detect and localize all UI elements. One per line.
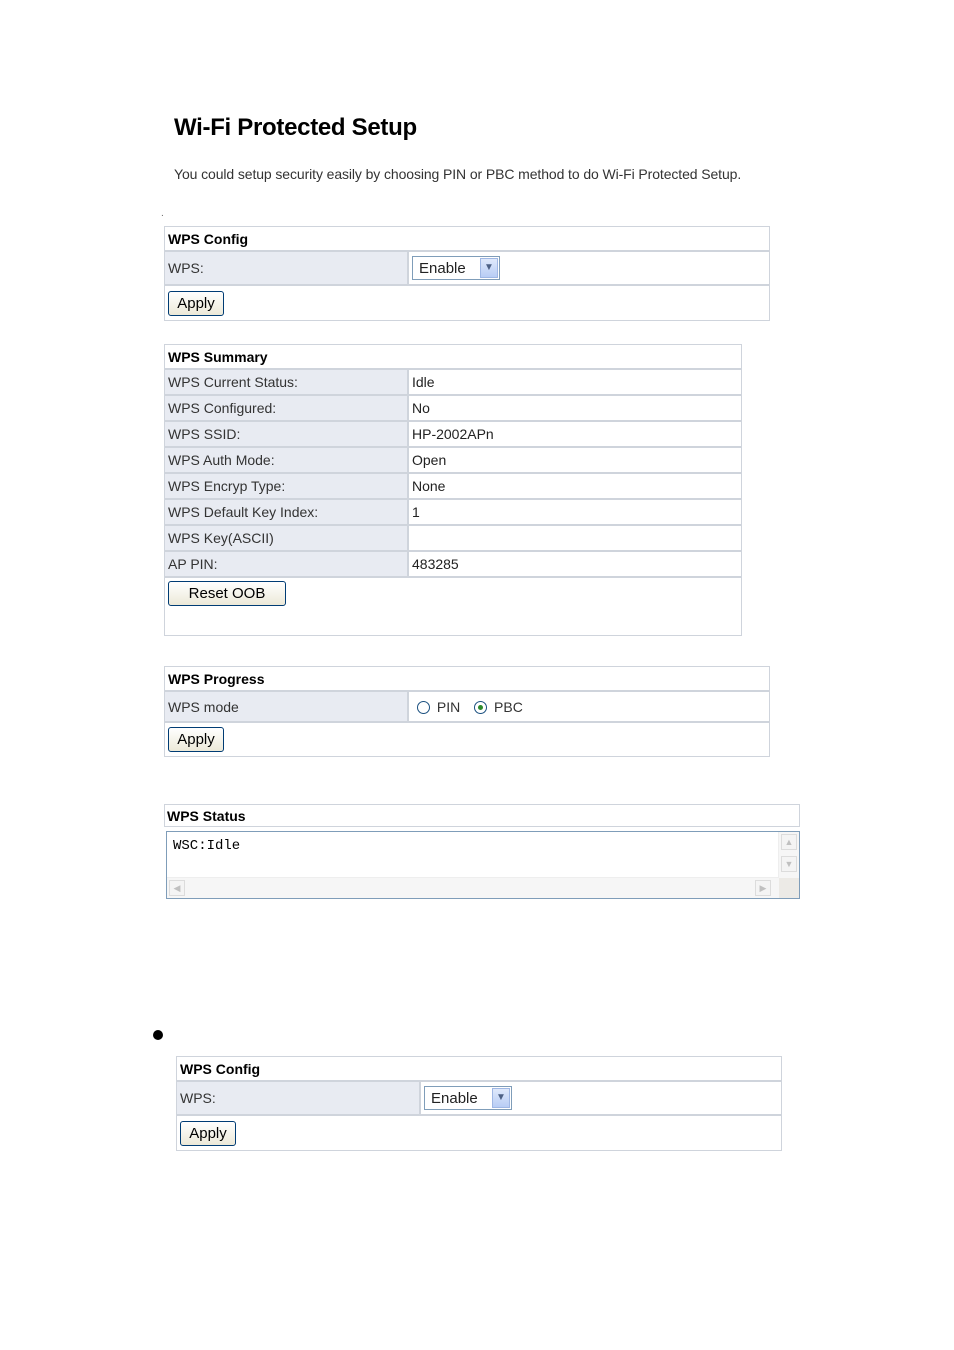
stray-dot: . [161,208,164,219]
wps-summary-header: WPS Summary [164,344,742,369]
summary-label: WPS Key(ASCII) [164,525,408,551]
wps-select-value: Enable [419,260,466,277]
wps-config-apply-button[interactable]: Apply [168,291,224,316]
wps-config-2-apply-button[interactable]: Apply [180,1121,236,1146]
wps-status-panel [164,804,802,900]
summary-label: WPS Encryp Type: [164,473,408,499]
summary-row [164,499,742,525]
summary-row [164,447,742,473]
summary-value [408,525,742,551]
chevron-down-icon[interactable]: ▼ [492,1088,510,1108]
pbc-radio-label: PBC [494,698,523,715]
wps-label-2: WPS: [176,1081,420,1115]
wps-config-header: WPS Config [164,226,770,251]
page-description: You could setup security easily by choosing PIN or PBC method to do Wi-Fi Protected Setup. [174,166,742,182]
wps-select-2[interactable] [424,1086,512,1110]
wps-select-2-value: Enable [431,1090,478,1107]
scroll-left-icon[interactable]: ◀ [169,880,185,896]
summary-value: No [408,395,742,421]
page-title: Wi-Fi Protected Setup [174,114,417,141]
summary-value: 1 [408,499,742,525]
wps-config-panel [164,226,770,321]
pin-radio-label: PIN [436,698,461,715]
scrollbar-corner [779,878,799,898]
scroll-right-icon[interactable]: ▶ [755,880,771,896]
summary-label: AP PIN: [164,551,408,577]
summary-row [164,551,742,577]
wps-progress-header: WPS Progress [164,666,770,691]
chevron-down-icon[interactable]: ▼ [480,258,498,278]
wps-status-text: WSC:Idle [173,838,241,854]
scroll-down-icon[interactable]: ▼ [781,856,797,872]
summary-label: WPS Configured: [164,395,408,421]
summary-value: None [408,473,742,499]
summary-value: Idle [408,369,742,395]
summary-label: WPS Auth Mode: [164,447,408,473]
wps-select[interactable] [412,256,500,280]
pin-radio[interactable] [417,701,430,714]
summary-value: 483285 [408,551,742,577]
horizontal-scrollbar[interactable] [167,877,779,898]
summary-row [164,421,742,447]
wps-status-header: WPS Status [164,804,800,827]
summary-row [164,525,742,551]
wps-summary-panel [164,344,742,636]
bullet-point [153,1030,163,1040]
wps-progress-apply-button[interactable]: Apply [168,727,224,752]
scroll-up-icon[interactable]: ▲ [781,834,797,850]
wps-label: WPS: [164,251,408,285]
wps-mode-label: WPS mode [164,691,408,722]
vertical-scrollbar[interactable] [778,832,799,878]
summary-label: WPS Default Key Index: [164,499,408,525]
pbc-radio[interactable] [474,701,487,714]
reset-oob-button[interactable]: Reset OOB [168,581,286,606]
summary-row [164,395,742,421]
summary-label: WPS SSID: [164,421,408,447]
summary-label: WPS Current Status: [164,369,408,395]
summary-value: HP-2002APn [408,421,742,447]
wps-config-2-header: WPS Config [176,1056,782,1081]
summary-row [164,369,742,395]
summary-value: Open [408,447,742,473]
wps-progress-panel [164,666,770,757]
summary-row [164,473,742,499]
wps-status-textarea[interactable] [166,831,800,899]
wps-config-panel-2 [176,1056,782,1151]
